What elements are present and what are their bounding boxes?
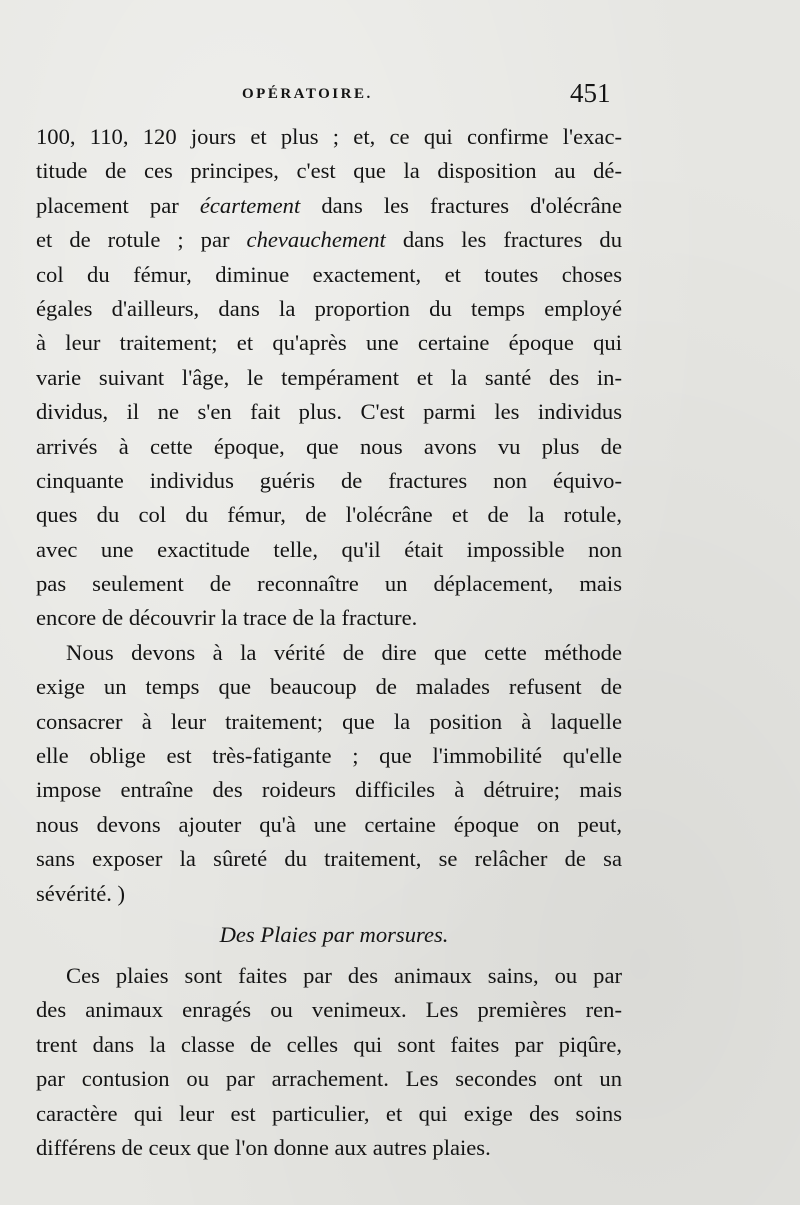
text-line: impose entraîne des roideurs difficiles à détruire; mais [36, 777, 622, 803]
text-line: placement par écartement dans les fractures d'olécrâne [36, 192, 622, 218]
text-line: sévérité. ) [36, 880, 126, 906]
text-line: ques du col du fémur, de l'olécrâne et de la rotule, [36, 502, 622, 528]
text-line: dividus, il ne s'en fait plus. C'est parmi les individus [36, 399, 622, 425]
body-text [36, 120, 622, 1165]
text-line: Nous devons à la vérité de dire que cette méthode [66, 639, 622, 665]
paragraph-2 [36, 636, 622, 911]
italic-term: écartement [199, 192, 301, 218]
text-line: col du fémur, diminue exactement, et toutes choses [36, 261, 622, 287]
text-line: encore de découvrir la trace de la fracture. [36, 605, 418, 631]
paragraph-3 [36, 959, 622, 1165]
text-line: et de rotule ; par chevauchement dans les fractures du [36, 227, 622, 253]
text-line: par contusion ou par arrachement. Les secondes ont un [36, 1066, 622, 1092]
text-line: à leur traitement; et qu'après une certaine époque qui [36, 330, 622, 356]
text-line: différens de ceux que l'on donne aux autres plaies. [36, 1134, 491, 1160]
text-line: elle oblige est très-fatigante ; que l'immobilité qu'elle [36, 743, 622, 769]
text-line: varie suivant l'âge, le tempérament et la santé des in- [36, 364, 622, 390]
section-heading: Des Plaies par morsures. [219, 921, 449, 947]
text-line: avec une exactitude telle, qu'il était impossible non [36, 536, 622, 562]
text-line: égales d'ailleurs, dans la proportion du temps employé [36, 295, 622, 321]
running-head: OPÉRATOIRE. [242, 86, 373, 102]
text-line: pas seulement de reconnaître un déplacement, mais [36, 571, 622, 597]
text-line: Ces plaies sont faites par des animaux sains, ou par [66, 962, 622, 988]
text-line: trent dans la classe de celles qui sont faites par piqûre, [36, 1031, 622, 1057]
text-line: des animaux enragés ou venimeux. Les premières ren- [36, 997, 622, 1023]
page-header [0, 78, 800, 118]
text-line: titude de ces principes, c'est que la disposition au dé- [36, 158, 622, 184]
page-number: 451 [570, 78, 611, 108]
text-line: 100, 110, 120 jours et plus ; et, ce qui confirme l'exac- [36, 124, 622, 149]
text-line: cinquante individus guéris de fractures non équivo- [36, 467, 622, 493]
text-line: consacrer à leur traitement; que la position à laquelle [36, 708, 622, 734]
italic-term: chevauchement [246, 227, 386, 253]
text-line: exige un temps que beaucoup de malades refusent de [36, 674, 622, 700]
text-line: caractère qui leur est particulier, et qui exige des soins [36, 1100, 622, 1126]
text-line: sans exposer la sûreté du traitement, se relâcher de sa [36, 846, 622, 872]
paragraph-1 [36, 120, 622, 636]
text-line: nous devons ajouter qu'à une certaine époque on peut, [36, 811, 622, 837]
text-line: arrivés à cette époque, que nous avons vu plus de [36, 433, 622, 459]
